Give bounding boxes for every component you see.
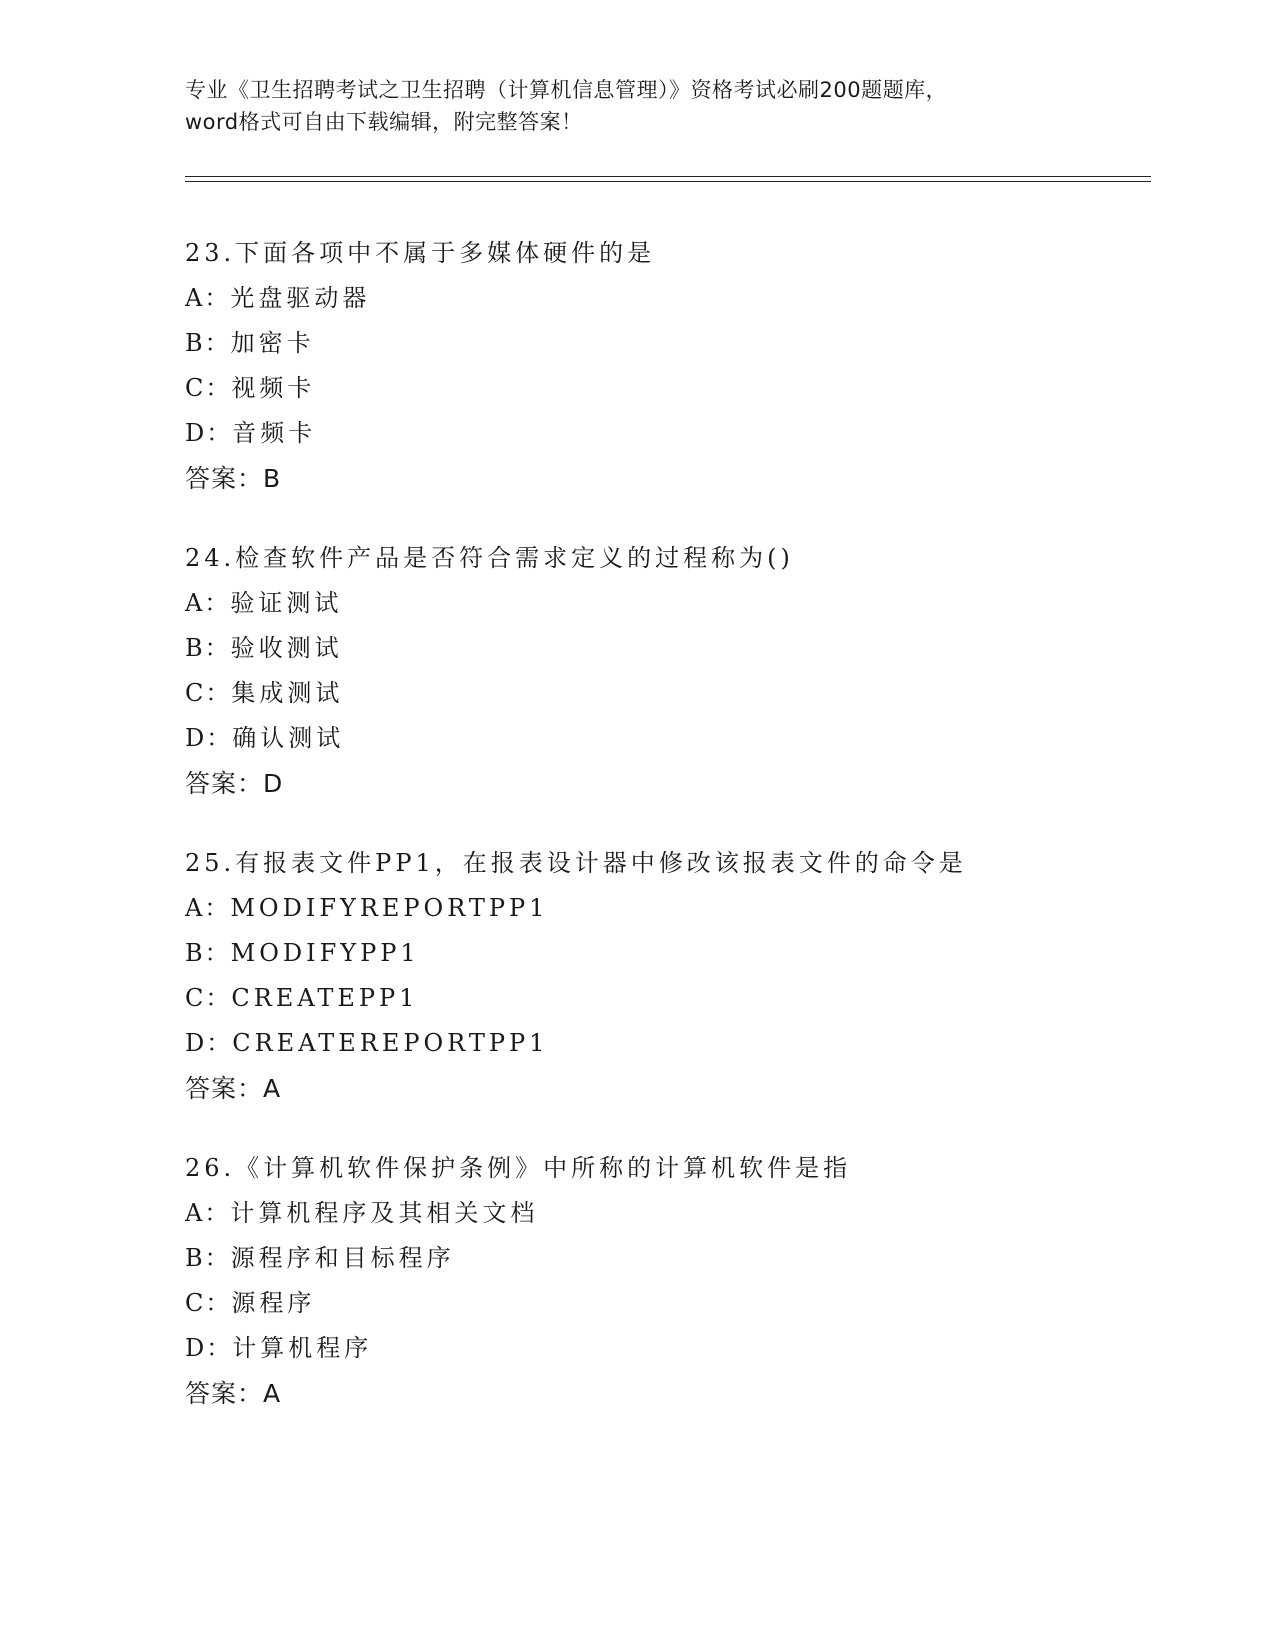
- option-key: B：: [185, 329, 231, 357]
- option-text: 源程序: [231, 1289, 316, 1317]
- option-d: [185, 1326, 1135, 1371]
- option-d: [185, 1021, 1135, 1066]
- answer-line: 答案：A: [185, 1379, 282, 1408]
- option-d: [185, 411, 1135, 456]
- option-key: A：: [185, 1199, 231, 1227]
- option-c: [185, 1281, 1135, 1326]
- question-26: [185, 1146, 1135, 1416]
- answer-line: 答案：B: [185, 464, 282, 493]
- option-key: C：: [185, 679, 232, 707]
- option-a: [185, 1191, 1135, 1236]
- option-key: D：: [185, 724, 233, 752]
- option-key: B：: [185, 634, 231, 662]
- option-key: B：: [185, 1244, 231, 1272]
- option-text: 集成测试: [231, 679, 344, 707]
- option-key: C：: [185, 1289, 232, 1317]
- option-key: A：: [185, 589, 231, 617]
- document-header: [185, 74, 1085, 138]
- header-divider-bottom: [185, 181, 1151, 182]
- question-title: 23.下面各项中不属于多媒体硬件的是: [185, 239, 656, 267]
- option-d: [185, 716, 1135, 761]
- option-text: 加密卡: [230, 329, 315, 357]
- answer-line: 答案：D: [185, 769, 284, 798]
- option-a: [185, 276, 1135, 321]
- question-title: 25.有报表文件PP1，在报表设计器中修改该报表文件的命令是: [185, 849, 967, 877]
- question-24: [185, 536, 1135, 806]
- option-text: MODIFYPP1: [230, 939, 420, 967]
- option-b: [185, 931, 1135, 976]
- question-title: 26.《计算机软件保护条例》中所称的计算机软件是指: [185, 1154, 852, 1182]
- option-a: [185, 886, 1135, 931]
- header-divider-top: [185, 176, 1151, 177]
- option-key: A：: [185, 284, 231, 312]
- option-key: D：: [185, 419, 233, 447]
- header-line-2: word格式可自由下载编辑，附完整答案！: [185, 110, 583, 134]
- option-key: B：: [185, 939, 231, 967]
- option-text: 计算机程序及其相关文档: [230, 1199, 539, 1227]
- option-text: CREATEPP1: [231, 984, 419, 1012]
- option-text: 视频卡: [231, 374, 316, 402]
- option-text: 验收测试: [230, 634, 343, 662]
- option-text: 光盘驱动器: [230, 284, 371, 312]
- option-text: 计算机程序: [232, 1334, 373, 1362]
- option-b: [185, 321, 1135, 366]
- option-b: [185, 1236, 1135, 1281]
- header-line-1: 专业《卫生招聘考试之卫生招聘（计算机信息管理）》资格考试必刷200题题库，: [185, 78, 948, 102]
- option-key: D：: [185, 1334, 233, 1362]
- option-a: [185, 581, 1135, 626]
- question-25: [185, 841, 1135, 1111]
- question-title: 24.检查软件产品是否符合需求定义的过程称为(): [185, 544, 794, 572]
- option-key: A：: [185, 894, 231, 922]
- option-text: 确认测试: [232, 724, 345, 752]
- option-c: [185, 976, 1135, 1021]
- answer-line: 答案：A: [185, 1074, 282, 1103]
- question-23: [185, 231, 1135, 501]
- option-text: 验证测试: [230, 589, 343, 617]
- option-c: [185, 671, 1135, 716]
- option-key: D：: [185, 1029, 233, 1057]
- option-c: [185, 366, 1135, 411]
- option-key: C：: [185, 374, 232, 402]
- option-text: 源程序和目标程序: [230, 1244, 455, 1272]
- option-text: CREATEREPORTPP1: [232, 1029, 549, 1057]
- option-text: MODIFYREPORTPP1: [230, 894, 549, 922]
- option-b: [185, 626, 1135, 671]
- option-text: 音频卡: [232, 419, 317, 447]
- option-key: C：: [185, 984, 232, 1012]
